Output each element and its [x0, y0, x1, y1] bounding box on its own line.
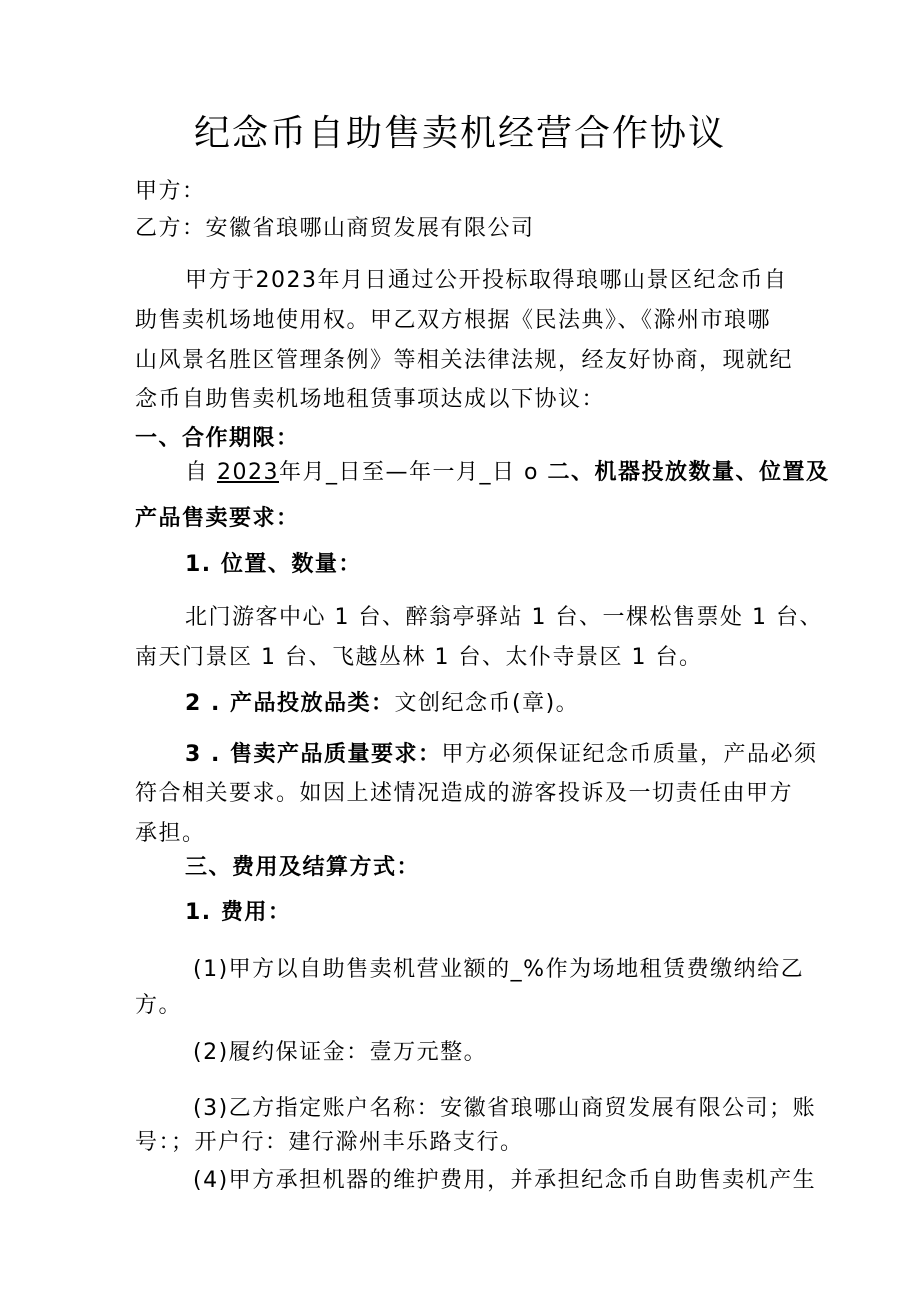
fee-item-3-line-1: (3)乙方指定账户名称：安徽省琅哪山商贸发展有限公司；账 [193, 1096, 817, 1121]
item1-line-2: 南天门景区 1 台、飞越丛林 1 台、太仆寺景区 1 台。 [135, 645, 703, 670]
item1-line-1: 北门游客中心 1 台、醉翁亭驿站 1 台、一棵松售票处 1 台、 [185, 605, 823, 630]
term-rest: 年月_日至—年一月_日 o [279, 460, 548, 485]
intro-line-2: 助售卖机场地使用权。甲乙双方根据《民法典》、《滁州市琅哪 [135, 308, 772, 333]
section2-heading-part1: 二、机器投放数量、位置及 [547, 460, 830, 485]
item3-label: 3 . 售卖产品质量要求： [185, 742, 442, 767]
party-b: 乙方：安徽省琅哪山商贸发展有限公司 [135, 216, 535, 241]
section1-heading: 一、合作期限： [135, 426, 300, 451]
term-prefix: 自 [185, 460, 217, 485]
item2 [185, 689, 579, 719]
item3-line-3: 承担。 [135, 821, 206, 846]
intro-line-3: 山风景名胜区管理条例》等相关法律法规，经友好协商，现就纪 [135, 348, 794, 373]
intro-line-4: 念币自助售卖机场地租赁事项达成以下协议： [135, 387, 606, 412]
term-line [185, 458, 829, 488]
intro-line-1: 甲方于2023年月日通过公开投标取得琅哪山景区纪念币自 [185, 268, 788, 293]
section3-heading: 三、费用及结算方式： [185, 855, 421, 880]
item1-label: 1. 位置、数量： [185, 552, 362, 577]
party-a: 甲方： [135, 179, 206, 204]
fee-item-3-line-2: 号：；开户行：建行滁州丰乐路支行。 [135, 1130, 524, 1155]
fee-item-1-line-1: (1)甲方以自助售卖机营业额的_%作为场地租赁费缴纳给乙 [193, 957, 805, 982]
item3-text: 甲方必须保证纪念币质量，产品必须 [441, 742, 818, 767]
fee-item-2: (2)履约保证金：壹万元整。 [193, 1040, 488, 1065]
item3-line-2: 符合相关要求。如因上述情况造成的游客投诉及一切责任由甲方 [135, 781, 794, 806]
fee-item-1-line-2: 方。 [135, 993, 183, 1018]
fee-item-4: (4)甲方承担机器的维护费用，并承担纪念币自助售卖机产生 [193, 1168, 817, 1193]
fee-label: 1. 费用： [185, 900, 292, 925]
item3-line-1 [185, 740, 818, 770]
document-title: 纪念币自助售卖机经营合作协议 [193, 113, 726, 154]
section2-heading-part2: 产品售卖要求： [135, 506, 300, 531]
term-year: 2023 [217, 460, 279, 485]
item2-label: 2 . 产品投放品类： [185, 691, 395, 716]
item2-text: 文创纪念币(章)。 [394, 691, 580, 716]
